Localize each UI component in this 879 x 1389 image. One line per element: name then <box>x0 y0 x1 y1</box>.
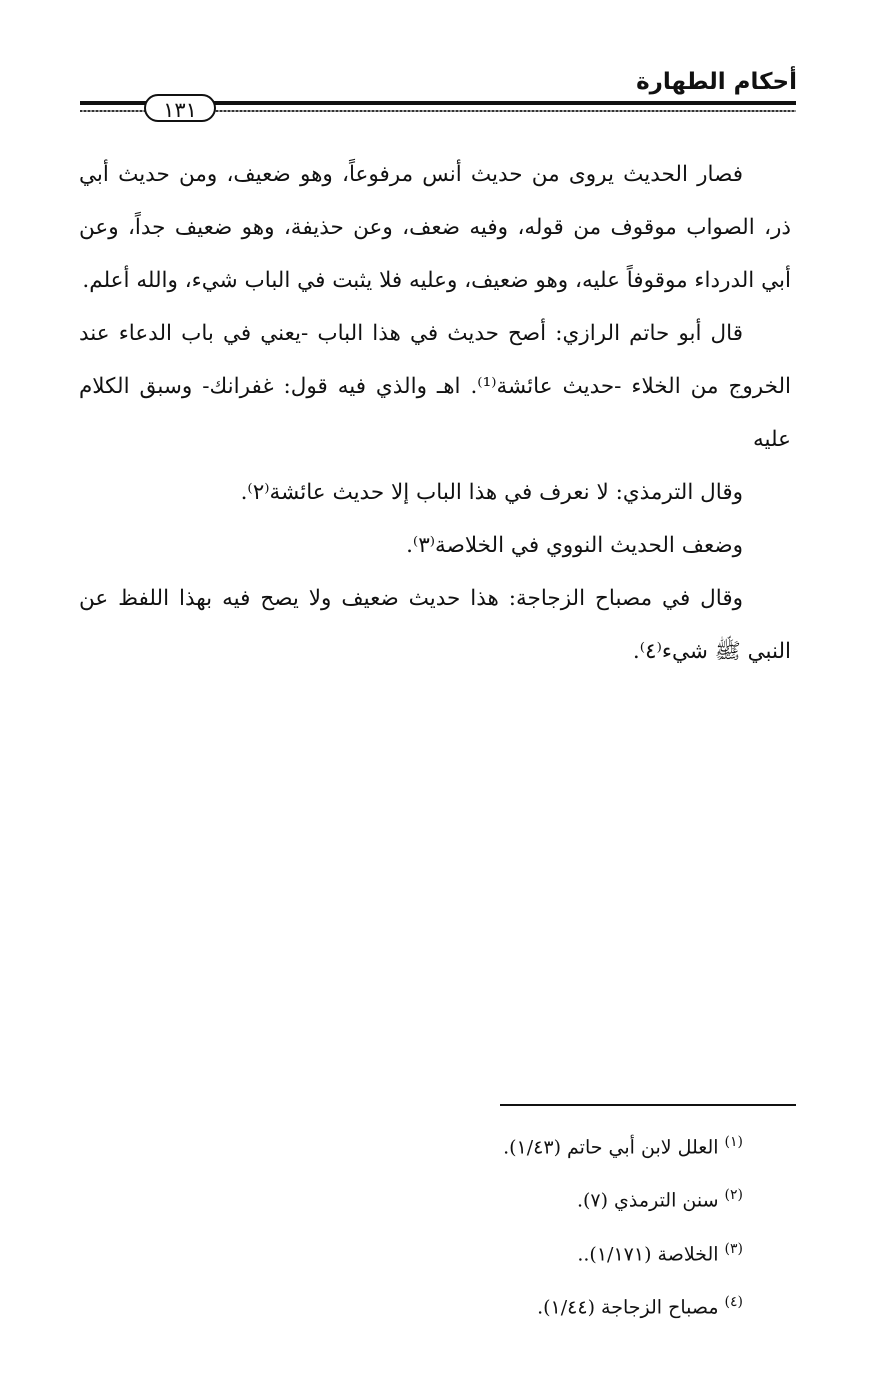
footnote-marker: (٢) <box>724 1187 743 1204</box>
footnote <box>183 1225 743 1278</box>
paragraph-2: قال أبو حاتم الرازي: أصح حديث في هذا الباب -يعني في باب الدعاء عند الخروج من الخلاء -حديث عائشة⁽¹⁾. اهـ والذي فيه قول: غفرانك- وسبق الكلام عليه <box>79 321 791 452</box>
running-header-title: أحكام الطهارة <box>636 69 797 95</box>
paragraph-4: وضعف الحديث النووي في الخلاصة⁽٣⁾. <box>406 533 743 558</box>
footnote-text: العلل لابن أبي حاتم (١/٤٣). <box>503 1136 719 1159</box>
page-number: ١٣١ <box>144 94 216 122</box>
footnote <box>183 1278 743 1331</box>
paragraph-1: فصار الحديث يروى من حديث أنس مرفوعاً، وهو ضعيف، ومن حديث أبي ذر، الصواب موقوف من قوله، وفيه ضعف، وعن حذيفة، وهو ضعيف جداً، وعن أبي الدرداء موقوفاً عليه، وهو ضعيف، وعليه فلا يثبت في الباب شيء، والله أعلم. <box>79 162 791 293</box>
footnote-marker: (٤) <box>724 1293 743 1310</box>
paragraph-5: وقال في مصباح الزجاجة: هذا حديث ضعيف ولا يصح فيه بهذا اللفظ عن النبي ﷺ شيء⁽٤⁾. <box>79 586 791 664</box>
footnote-marker: (١) <box>724 1134 743 1150</box>
footnote-separator <box>500 1104 796 1106</box>
paragraph-3: وقال الترمذي: لا نعرف في هذا الباب إلا حديث عائشة⁽٢⁾. <box>240 480 743 505</box>
footnote-text: مصباح الزجاجة (١/٤٤). <box>537 1296 719 1319</box>
footnote-marker: (٣) <box>724 1240 743 1257</box>
footnote <box>183 1171 743 1224</box>
footnotes <box>183 1118 743 1331</box>
footnote-text: الخلاصة (١/١٧١).. <box>577 1242 719 1265</box>
footnote <box>183 1118 743 1171</box>
main-text <box>79 148 791 678</box>
footnote-text: سنن الترمذي (٧). <box>576 1189 719 1212</box>
